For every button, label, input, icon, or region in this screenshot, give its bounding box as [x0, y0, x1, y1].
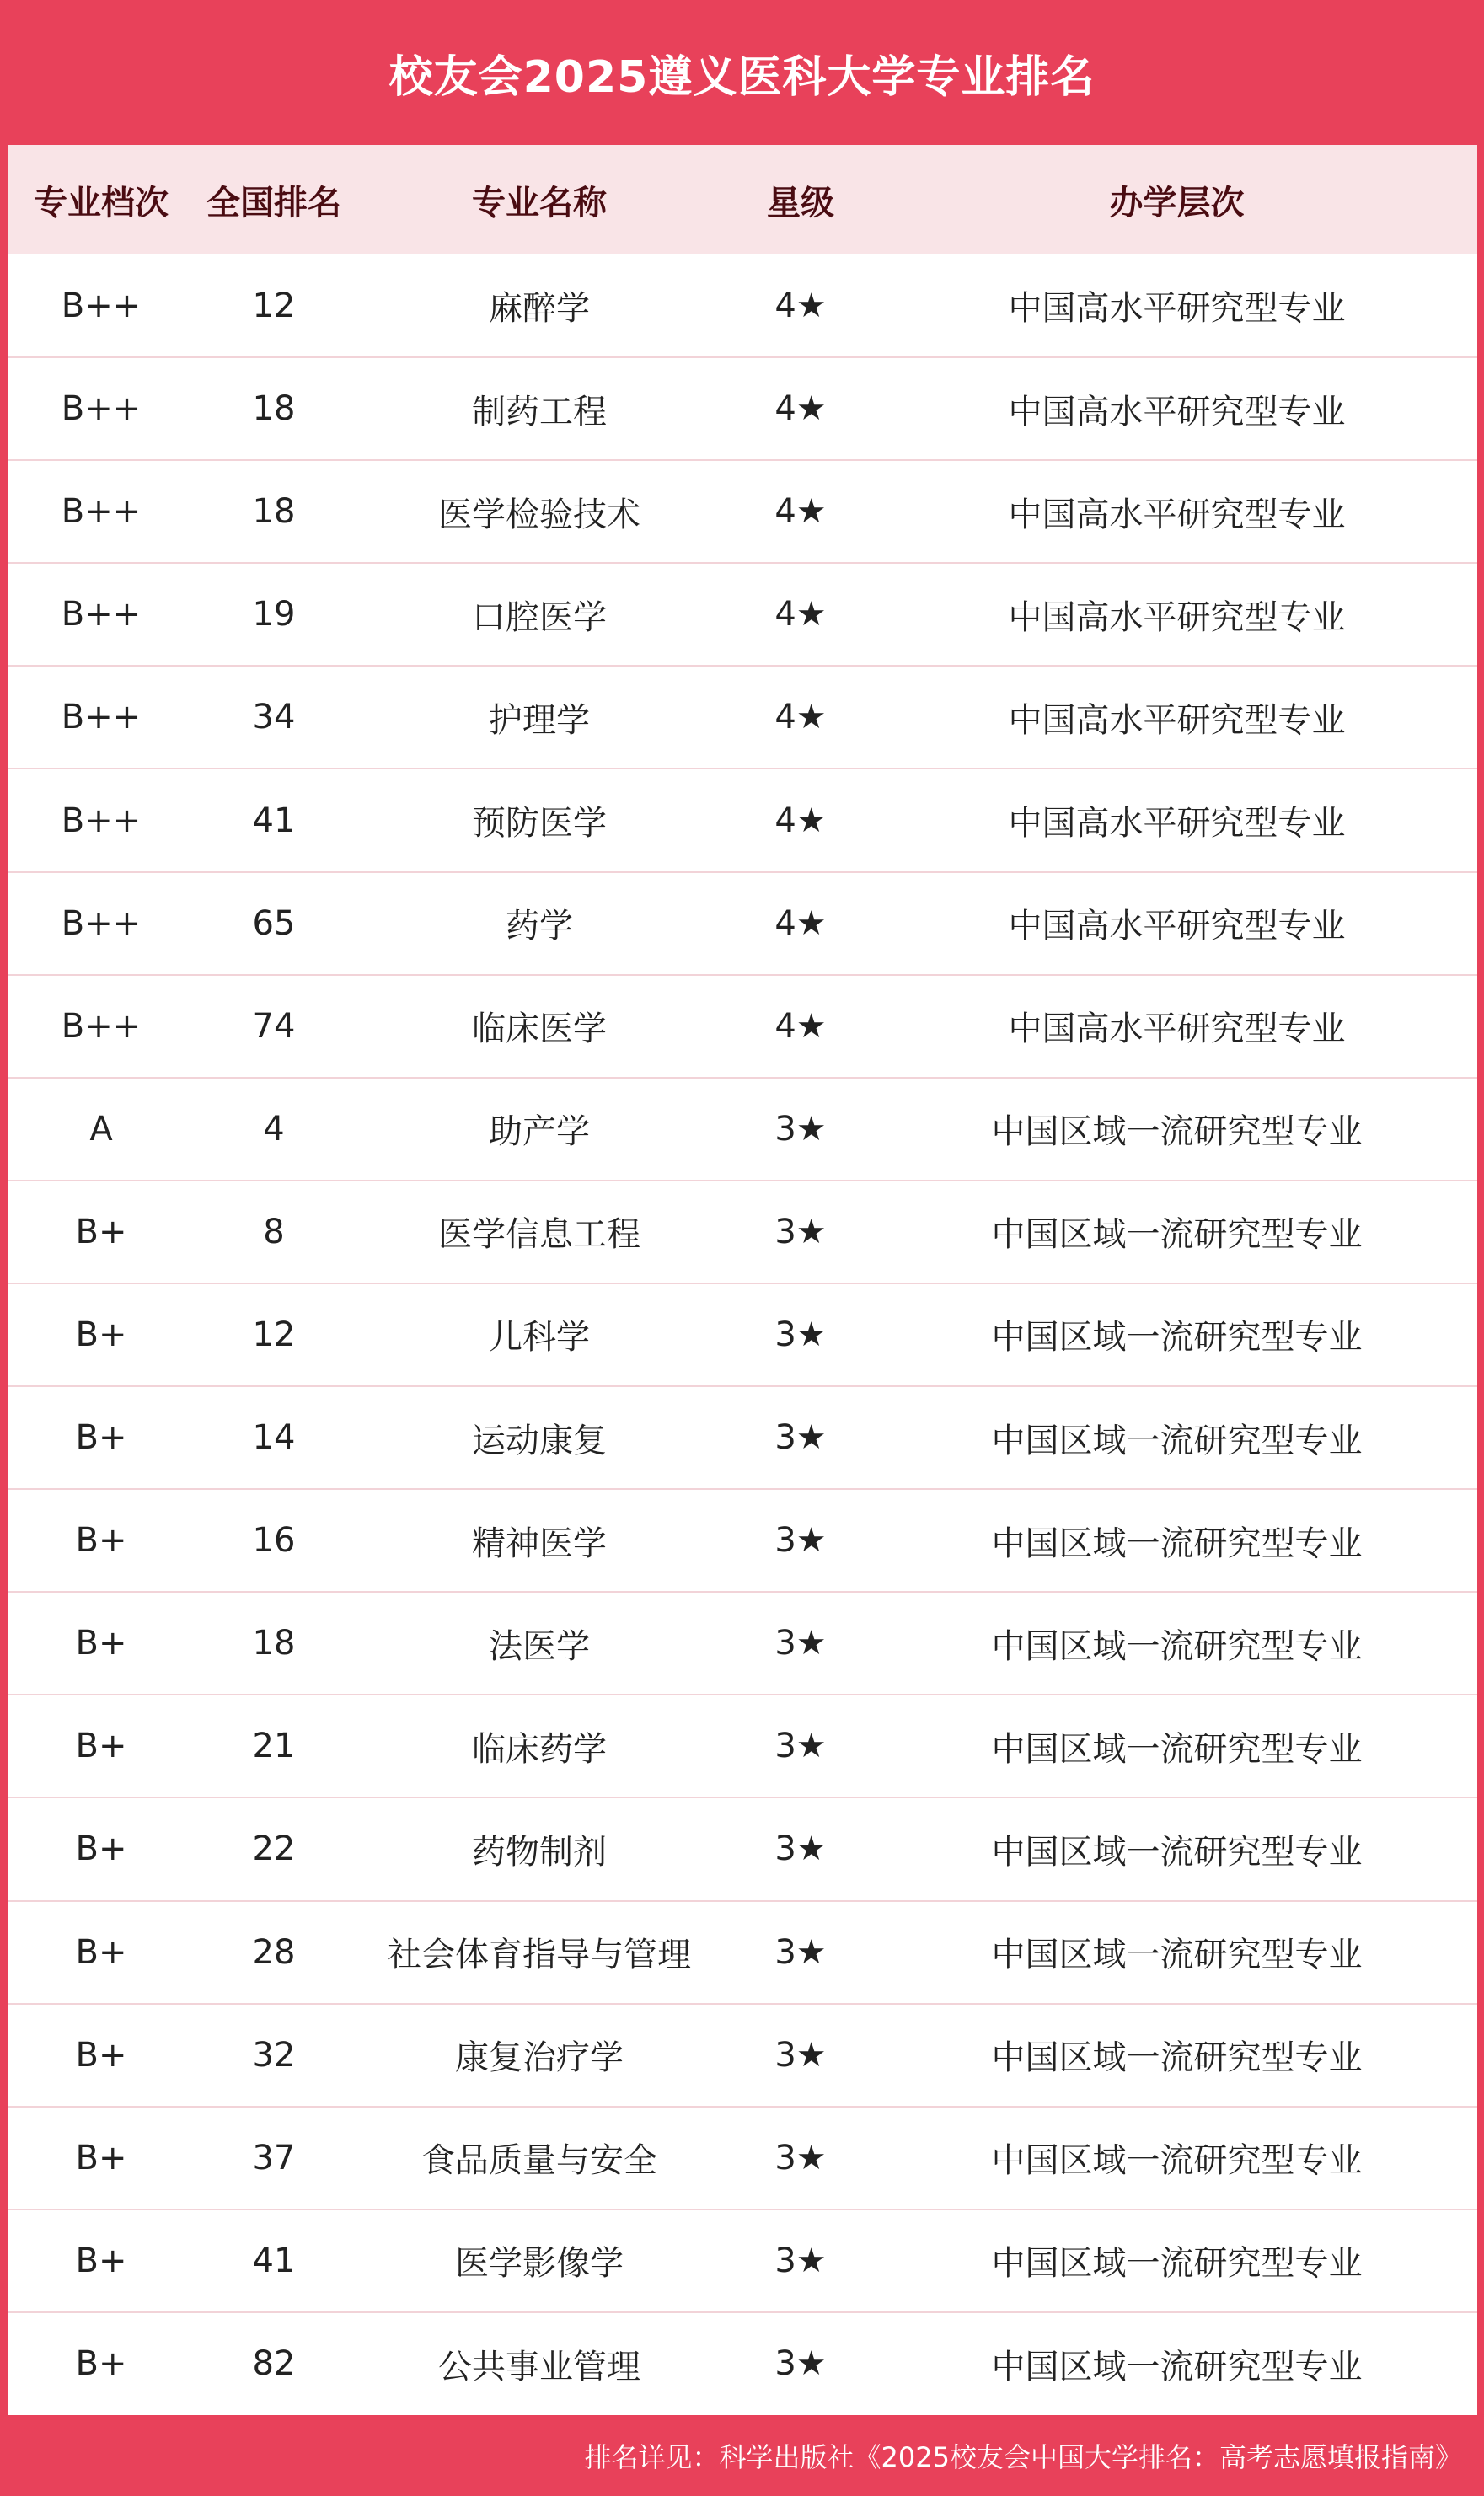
table-row	[8, 1078, 1477, 1181]
cell-star-level: 3★	[725, 1078, 876, 1181]
cell-national-rank: 12	[194, 1283, 354, 1386]
cell-star-level: 4★	[725, 975, 876, 1078]
source-note: 排名详见：科学出版社《2025校友会中国大学排名：高考志愿填报指南》	[584, 2441, 1462, 2473]
cell-grade: B+	[8, 1695, 194, 1797]
cell-national-rank: 28	[194, 1901, 354, 2004]
table-row	[8, 975, 1477, 1078]
cell-national-rank: 65	[194, 872, 354, 975]
ranking-table	[8, 145, 1477, 2415]
cell-national-rank: 8	[194, 1181, 354, 1283]
table-row	[8, 254, 1477, 357]
header-major-name: 专业名称	[472, 183, 607, 222]
cell-school-level: 中国区域一流研究型专业	[876, 1386, 1477, 1489]
cell-school-level: 中国高水平研究型专业	[876, 872, 1477, 975]
cell-national-rank: 82	[252, 2344, 296, 2384]
cell-grade: B++	[8, 563, 194, 666]
cell-grade: B++	[8, 769, 194, 871]
table-row	[8, 1489, 1477, 1592]
cell-school-level: 中国高水平研究型专业	[876, 254, 1477, 357]
cell-major-name: 社会体育指导与管理	[354, 1901, 725, 2004]
cell-school-level: 中国区域一流研究型专业	[876, 2004, 1477, 2107]
cell-star-level: 3★	[725, 1181, 876, 1283]
cell-major-name: 法医学	[354, 1592, 725, 1695]
cell-grade: B+	[8, 1386, 194, 1489]
cell-star-level: 4★	[725, 666, 876, 769]
cell-star-level: 3★	[725, 2004, 876, 2107]
table-row	[8, 2209, 1477, 2312]
table-row	[8, 1797, 1477, 1900]
cell-school-level: 中国高水平研究型专业	[876, 666, 1477, 769]
cell-star-level: 3★	[774, 2344, 827, 2384]
cell-grade: B++	[8, 357, 194, 460]
cell-school-level: 中国区域一流研究型专业	[991, 2347, 1363, 2386]
cell-star-level: 3★	[725, 1695, 876, 1797]
cell-school-level: 中国区域一流研究型专业	[876, 2209, 1477, 2312]
cell-grade: B+	[8, 1489, 194, 1592]
cell-grade: B+	[8, 1283, 194, 1386]
cell-major-name: 儿科学	[354, 1283, 725, 1386]
cell-major-name: 护理学	[354, 666, 725, 769]
cell-grade: B+	[8, 2209, 194, 2312]
cell-star-level: 3★	[725, 1901, 876, 2004]
table-row	[8, 872, 1477, 975]
cell-star-level: 3★	[725, 1489, 876, 1592]
table-row	[8, 2107, 1477, 2209]
cell-major-name: 康复治疗学	[354, 2004, 725, 2107]
cell-major-name: 精神医学	[354, 1489, 725, 1592]
page-title: 校友会2025遵义医科大学专业排名	[388, 51, 1096, 103]
table-row	[8, 1386, 1477, 1489]
cell-national-rank: 14	[194, 1386, 354, 1489]
cell-star-level: 3★	[725, 1797, 876, 1900]
header-grade: 专业档次	[34, 183, 169, 222]
cell-star-level: 4★	[725, 460, 876, 563]
cell-major-name: 麻醉学	[354, 254, 725, 357]
cell-major-name: 助产学	[354, 1078, 725, 1181]
cell-school-level: 中国高水平研究型专业	[876, 975, 1477, 1078]
cell-star-level: 4★	[725, 872, 876, 975]
cell-national-rank: 12	[194, 254, 354, 357]
cell-major-name: 药物制剂	[354, 1797, 725, 1900]
cell-major-name: 运动康复	[354, 1386, 725, 1489]
cell-school-level: 中国区域一流研究型专业	[876, 1592, 1477, 1695]
cell-star-level: 3★	[725, 2209, 876, 2312]
cell-national-rank: 19	[194, 563, 354, 666]
cell-school-level: 中国区域一流研究型专业	[876, 1078, 1477, 1181]
cell-major-name: 医学检验技术	[354, 460, 725, 563]
cell-star-level: 3★	[725, 1592, 876, 1695]
cell-national-rank: 18	[194, 1592, 354, 1695]
cell-national-rank: 16	[194, 1489, 354, 1592]
header-national-rank: 全国排名	[206, 183, 341, 222]
cell-major-name: 临床医学	[354, 975, 725, 1078]
table-header-row	[8, 145, 1477, 254]
cell-school-level: 中国区域一流研究型专业	[876, 1901, 1477, 2004]
header-school-level: 办学层次	[1109, 183, 1245, 222]
cell-national-rank: 18	[194, 460, 354, 563]
cell-national-rank: 34	[194, 666, 354, 769]
cell-national-rank: 18	[194, 357, 354, 460]
cell-national-rank: 74	[194, 975, 354, 1078]
cell-school-level: 中国高水平研究型专业	[876, 357, 1477, 460]
cell-star-level: 3★	[725, 1283, 876, 1386]
cell-school-level: 中国区域一流研究型专业	[876, 1181, 1477, 1283]
cell-school-level: 中国区域一流研究型专业	[876, 1695, 1477, 1797]
cell-grade: B+	[8, 1901, 194, 2004]
cell-grade: B+	[8, 1592, 194, 1695]
cell-major-name: 临床药学	[354, 1695, 725, 1797]
cell-major-name: 医学信息工程	[354, 1181, 725, 1283]
cell-national-rank: 41	[194, 769, 354, 871]
cell-grade: B+	[8, 2004, 194, 2107]
cell-national-rank: 41	[194, 2209, 354, 2312]
header-star-level: 星级	[767, 183, 834, 222]
cell-major-name: 制药工程	[354, 357, 725, 460]
table-row	[8, 1695, 1477, 1797]
cell-major-name: 药学	[354, 872, 725, 975]
cell-school-level: 中国区域一流研究型专业	[876, 2107, 1477, 2209]
cell-star-level: 3★	[725, 2107, 876, 2209]
table-row	[8, 1283, 1477, 1386]
cell-national-rank: 22	[194, 1797, 354, 1900]
cell-star-level: 4★	[725, 254, 876, 357]
cell-star-level: 3★	[725, 1386, 876, 1489]
cell-major-name: 医学影像学	[354, 2209, 725, 2312]
table-row	[8, 1592, 1477, 1695]
cell-grade: B++	[8, 666, 194, 769]
cell-grade: B++	[8, 975, 194, 1078]
cell-major-name: 口腔医学	[354, 563, 725, 666]
cell-school-level: 中国高水平研究型专业	[876, 563, 1477, 666]
table-row	[8, 666, 1477, 769]
cell-school-level: 中国高水平研究型专业	[876, 769, 1477, 871]
table-row	[8, 2312, 1477, 2415]
cell-national-rank: 37	[194, 2107, 354, 2209]
cell-school-level: 中国高水平研究型专业	[876, 460, 1477, 563]
cell-school-level: 中国区域一流研究型专业	[876, 1797, 1477, 1900]
cell-national-rank: 4	[194, 1078, 354, 1181]
ranking-table-container	[8, 145, 1477, 2415]
table-row	[8, 357, 1477, 460]
table-row	[8, 1901, 1477, 2004]
cell-star-level: 4★	[725, 769, 876, 871]
cell-grade: B+	[75, 2344, 127, 2384]
cell-major-name: 预防医学	[354, 769, 725, 871]
cell-grade: B++	[8, 872, 194, 975]
table-body	[8, 254, 1477, 2415]
cell-grade: A	[8, 1078, 194, 1181]
cell-grade: B+	[8, 2107, 194, 2209]
table-row	[8, 1181, 1477, 1283]
table-row	[8, 2004, 1477, 2107]
table-row	[8, 769, 1477, 871]
cell-grade: B++	[8, 254, 194, 357]
cell-school-level: 中国区域一流研究型专业	[876, 1489, 1477, 1592]
cell-school-level: 中国区域一流研究型专业	[876, 1283, 1477, 1386]
table-row	[8, 460, 1477, 563]
cell-national-rank: 21	[194, 1695, 354, 1797]
cell-major-name: 公共事业管理	[438, 2347, 640, 2386]
cell-grade: B+	[8, 1797, 194, 1900]
cell-grade: B+	[8, 1181, 194, 1283]
cell-star-level: 4★	[725, 563, 876, 666]
cell-star-level: 4★	[725, 357, 876, 460]
cell-major-name: 食品质量与安全	[354, 2107, 725, 2209]
table-row	[8, 563, 1477, 666]
cell-national-rank: 32	[194, 2004, 354, 2107]
cell-grade: B++	[8, 460, 194, 563]
